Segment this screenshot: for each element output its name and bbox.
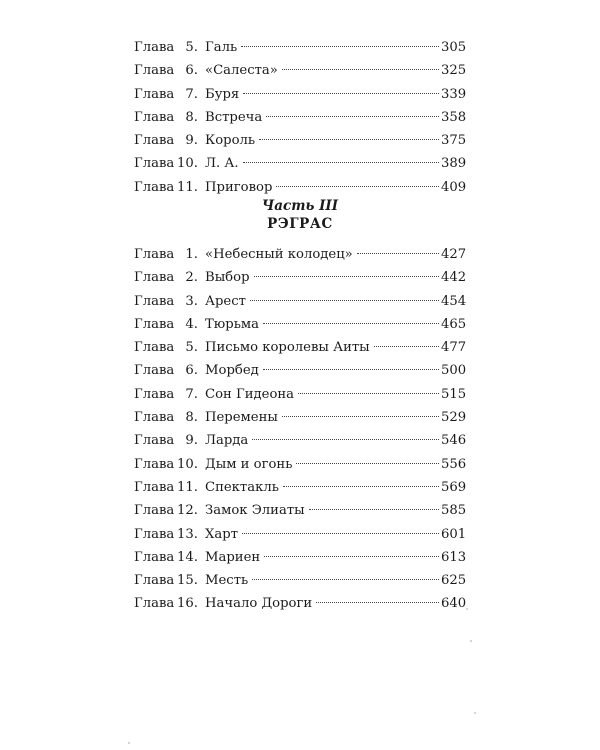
- chapter-number: 13.: [177, 526, 198, 542]
- toc-entry: [134, 313, 465, 336]
- chapter-number: 11.: [177, 179, 198, 195]
- toc-entry: [134, 152, 465, 175]
- dot-leader: [283, 486, 439, 487]
- toc-entry: [134, 429, 465, 452]
- chapter-number: 15.: [177, 573, 198, 589]
- dot-leader: [243, 162, 439, 163]
- toc-entry: [134, 406, 465, 429]
- toc-entry: [134, 290, 465, 313]
- dot-leader: [250, 300, 439, 301]
- chapter-title: Ларда: [205, 433, 249, 449]
- toc-entry: [134, 176, 465, 199]
- chapter-label: Глава: [134, 526, 175, 542]
- toc-entry: [134, 359, 465, 382]
- page-number: 442: [441, 270, 467, 286]
- chapter-title: Тюрьма: [205, 316, 260, 332]
- page-number: 529: [441, 410, 467, 426]
- page-number: 585: [441, 503, 467, 519]
- toc-entry: [134, 383, 465, 406]
- chapter-label: Глава: [134, 247, 175, 262]
- dot-leader: [241, 46, 439, 47]
- chapter-label: Глава: [134, 363, 175, 379]
- chapter-label: Глава: [134, 270, 175, 286]
- page-number: 477: [441, 340, 467, 356]
- chapter-label: Глава: [134, 410, 175, 426]
- toc-entry: [134, 499, 465, 522]
- chapter-number: 2.: [185, 270, 198, 286]
- toc-part2-list: [134, 36, 465, 199]
- chapter-label: Глава: [134, 40, 175, 55]
- chapter-title: Мариен: [205, 549, 261, 565]
- chapter-number: 4.: [185, 316, 198, 332]
- page-number: 325: [441, 63, 467, 79]
- page-number: 546: [441, 433, 467, 449]
- chapter-number: 5.: [185, 40, 198, 55]
- dot-leader: [254, 276, 439, 277]
- chapter-number: 6.: [185, 363, 198, 379]
- dot-leader: [252, 439, 439, 440]
- chapter-number: 14.: [177, 549, 198, 565]
- dot-leader: [296, 463, 439, 464]
- chapter-number: 16.: [177, 596, 198, 612]
- page-number: 613: [441, 549, 467, 565]
- chapter-label: Глава: [134, 86, 175, 102]
- page-number: 640: [441, 596, 467, 612]
- page-number: 305: [441, 40, 467, 55]
- toc-entry: [134, 59, 465, 82]
- chapter-label: Глава: [134, 316, 175, 332]
- chapter-title: Встреча: [205, 109, 263, 125]
- toc-entry: [134, 523, 465, 546]
- chapter-label: Глава: [134, 479, 175, 495]
- dot-leader: [357, 253, 439, 254]
- chapter-number: 3.: [185, 293, 198, 309]
- page-number: 515: [441, 386, 467, 402]
- dot-leader: [252, 579, 439, 580]
- chapter-label: Глава: [134, 179, 175, 195]
- toc-entry: [134, 592, 465, 615]
- chapter-label: Глава: [134, 549, 175, 565]
- chapter-label: Глава: [134, 596, 175, 612]
- toc-entry: [134, 476, 465, 499]
- dot-leader: [242, 533, 439, 534]
- part-title: РЭГРАС: [267, 216, 333, 232]
- dot-leader: [298, 393, 439, 394]
- paper-speck: [474, 712, 476, 714]
- dot-leader: [263, 323, 439, 324]
- chapter-number: 11.: [177, 479, 198, 495]
- chapter-title: Замок Элиаты: [205, 503, 305, 519]
- toc-entry: [134, 336, 465, 359]
- chapter-number: 7.: [185, 86, 198, 102]
- chapter-title: Письмо королевы Аиты: [205, 340, 370, 356]
- toc-entry: [134, 83, 465, 106]
- dot-leader: [276, 186, 439, 187]
- chapter-number: 12.: [177, 503, 198, 519]
- chapter-title: Морбед: [205, 363, 259, 379]
- chapter-title: Харт: [205, 526, 238, 542]
- chapter-number: 10.: [177, 456, 198, 472]
- part-label: Часть III: [261, 198, 339, 214]
- chapter-number: 1.: [185, 247, 198, 262]
- page-number: 500: [441, 363, 467, 379]
- dot-leader: [264, 556, 439, 557]
- chapter-title: Начало Дороги: [205, 596, 313, 612]
- chapter-number: 8.: [185, 410, 198, 426]
- chapter-title: Л. А.: [205, 156, 239, 172]
- chapter-label: Глава: [134, 386, 175, 402]
- chapter-title: «Салеста»: [205, 63, 278, 79]
- chapter-number: 5.: [185, 340, 198, 356]
- page-number: 409: [441, 179, 467, 195]
- chapter-title: Приговор: [205, 179, 273, 195]
- page-number: 339: [441, 86, 467, 102]
- paper-speck: [466, 608, 468, 610]
- dot-leader: [266, 116, 439, 117]
- toc-entry: [134, 453, 465, 476]
- chapter-number: 6.: [185, 63, 198, 79]
- page-number: 358: [441, 109, 467, 125]
- page-number: 556: [441, 456, 467, 472]
- page-number: 625: [441, 573, 467, 589]
- page-number: 454: [441, 293, 467, 309]
- chapter-title: Сон Гидеона: [205, 386, 295, 402]
- chapter-label: Глава: [134, 433, 175, 449]
- chapter-title: Галь: [205, 40, 238, 55]
- page-number: 389: [441, 156, 467, 172]
- chapter-number: 8.: [185, 109, 198, 125]
- chapter-title: Спектакль: [205, 479, 279, 495]
- toc-entry: [134, 266, 465, 289]
- chapter-label: Глава: [134, 109, 175, 125]
- chapter-title: Арест: [205, 293, 246, 309]
- dot-leader: [316, 602, 439, 603]
- chapter-label: Глава: [134, 156, 175, 172]
- dot-leader: [259, 139, 439, 140]
- page-number: 465: [441, 316, 467, 332]
- chapter-title: Король: [205, 133, 256, 149]
- chapter-label: Глава: [134, 503, 175, 519]
- paper-speck: [470, 640, 472, 642]
- page-number: 601: [441, 526, 467, 542]
- chapter-label: Глава: [134, 456, 175, 472]
- paper-speck: [128, 742, 130, 744]
- dot-leader: [374, 346, 439, 347]
- chapter-title: Дым и огонь: [205, 456, 293, 472]
- dot-leader: [282, 69, 439, 70]
- chapter-number: 10.: [177, 156, 198, 172]
- dot-leader: [243, 93, 439, 94]
- dot-leader: [282, 416, 439, 417]
- page-number: 427: [441, 247, 467, 262]
- chapter-title: Месть: [205, 573, 249, 589]
- chapter-title: Буря: [205, 86, 240, 102]
- toc-entry: [134, 106, 465, 129]
- page-number: 569: [441, 479, 467, 495]
- chapter-number: 9.: [185, 133, 198, 149]
- chapter-label: Глава: [134, 133, 175, 149]
- toc-part3-list: [134, 243, 465, 616]
- chapter-label: Глава: [134, 340, 175, 356]
- toc-entry: [134, 569, 465, 592]
- chapter-label: Глава: [134, 293, 175, 309]
- chapter-label: Глава: [134, 63, 175, 79]
- chapter-number: 9.: [185, 433, 198, 449]
- chapter-title: «Небесный колодец»: [205, 247, 353, 262]
- dot-leader: [309, 509, 439, 510]
- chapter-number: 7.: [185, 386, 198, 402]
- chapter-label: Глава: [134, 573, 175, 589]
- toc-entry: [134, 129, 465, 152]
- toc-entry: [134, 36, 465, 59]
- chapter-title: Выбор: [205, 270, 250, 286]
- chapter-title: Перемены: [205, 410, 278, 426]
- toc-entry: [134, 546, 465, 569]
- toc-entry: [134, 243, 465, 266]
- page-number: 375: [441, 133, 467, 149]
- dot-leader: [263, 369, 439, 370]
